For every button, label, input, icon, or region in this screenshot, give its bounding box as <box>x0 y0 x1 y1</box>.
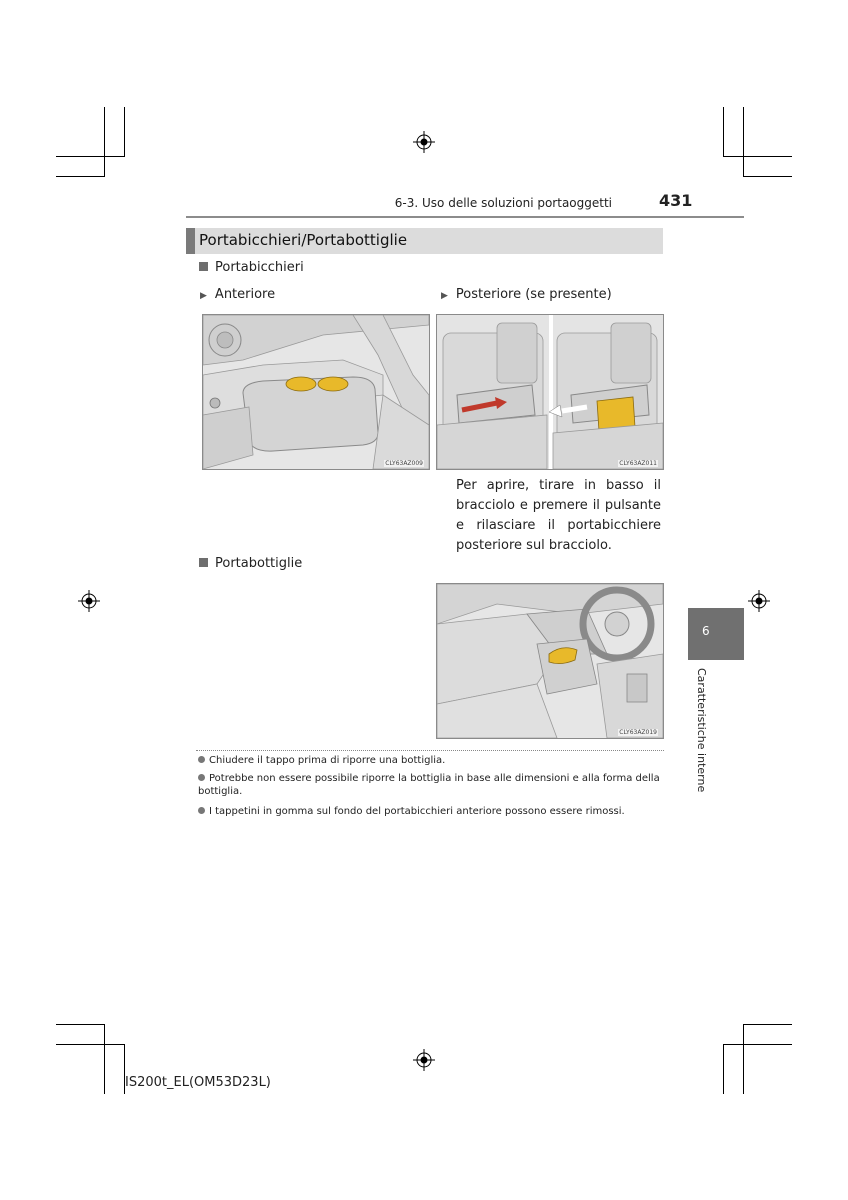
note-text: Potrebbe non essere possibile riporre la bottiglia in base alle dimensioni e alla forma della bottiglia. <box>198 773 660 797</box>
figure-code: CLY63AZ009 <box>385 460 423 467</box>
chapter-label <box>692 668 712 793</box>
note-item <box>198 754 666 767</box>
section-title-bar <box>186 228 663 254</box>
bottle-holders-heading-text: Portabottiglie <box>215 556 303 571</box>
crop-mark <box>743 107 744 177</box>
crop-mark <box>743 176 792 177</box>
crop-mark <box>56 176 105 177</box>
crop-mark <box>56 156 125 157</box>
crop-mark <box>723 1044 792 1045</box>
chapter-label-text: Caratteristiche interne <box>695 668 708 793</box>
round-bullet-icon <box>198 756 205 763</box>
rear-cupholder-description: Per aprire, tirare in basso il bracciolo e premere il pulsante e rilasciare il portabicchiere posteriore sul bracciolo. <box>456 478 661 553</box>
page-number: 431 <box>659 191 693 210</box>
crop-mark <box>723 107 724 157</box>
crop-mark <box>723 156 792 157</box>
bottle-holders-heading <box>199 556 302 571</box>
notes-rule <box>196 750 664 751</box>
figure-code: CLY63AZ011 <box>619 460 657 467</box>
crop-mark <box>743 1024 744 1094</box>
note-item <box>198 772 666 798</box>
crop-mark <box>124 107 125 157</box>
square-bullet-icon <box>199 558 208 567</box>
registration-mark-icon <box>78 590 100 612</box>
triangle-bullet-icon: ▶ <box>200 291 207 301</box>
chapter-tab <box>688 608 744 660</box>
bottle-holder-illustration <box>436 583 664 739</box>
round-bullet-icon <box>198 807 205 814</box>
square-bullet-icon <box>199 262 208 271</box>
crop-mark <box>104 107 105 177</box>
section-title: Portabicchieri/Portabottiglie <box>199 231 408 249</box>
round-bullet-icon <box>198 774 205 781</box>
cupholders-heading <box>199 260 304 275</box>
rear-label-text: Posteriore (se presente) <box>455 287 612 302</box>
chapter-number: 6 <box>702 624 710 638</box>
note-text: Chiudere il tappo prima di riporre una bottiglia. <box>209 755 446 766</box>
front-label-text: Anteriore <box>214 287 276 302</box>
running-header-section: 6-3. Uso delle soluzioni portaoggetti <box>394 196 612 210</box>
crop-mark <box>104 1024 105 1094</box>
crop-mark <box>56 1024 105 1025</box>
header-rule <box>186 216 744 218</box>
crop-mark <box>723 1044 724 1094</box>
triangle-bullet-icon: ▶ <box>441 291 448 301</box>
front-label <box>200 287 275 302</box>
registration-mark-icon <box>413 131 435 153</box>
note-item <box>198 805 666 818</box>
registration-mark-icon <box>413 1049 435 1071</box>
rear-label <box>441 287 612 302</box>
figure-code: CLY63AZ019 <box>619 729 657 736</box>
registration-mark-icon <box>748 590 770 612</box>
rear-cupholder-illustration <box>436 314 664 470</box>
footer-model-code: IS200t_EL(OM53D23L) <box>125 1075 271 1090</box>
crop-mark <box>56 1044 125 1045</box>
note-text: I tappetini in gomma sul fondo del portabicchieri anteriore possono essere rimossi. <box>209 806 625 817</box>
crop-mark <box>743 1024 792 1025</box>
front-cupholder-illustration <box>202 314 430 470</box>
cupholders-heading-text: Portabicchieri <box>215 260 304 275</box>
